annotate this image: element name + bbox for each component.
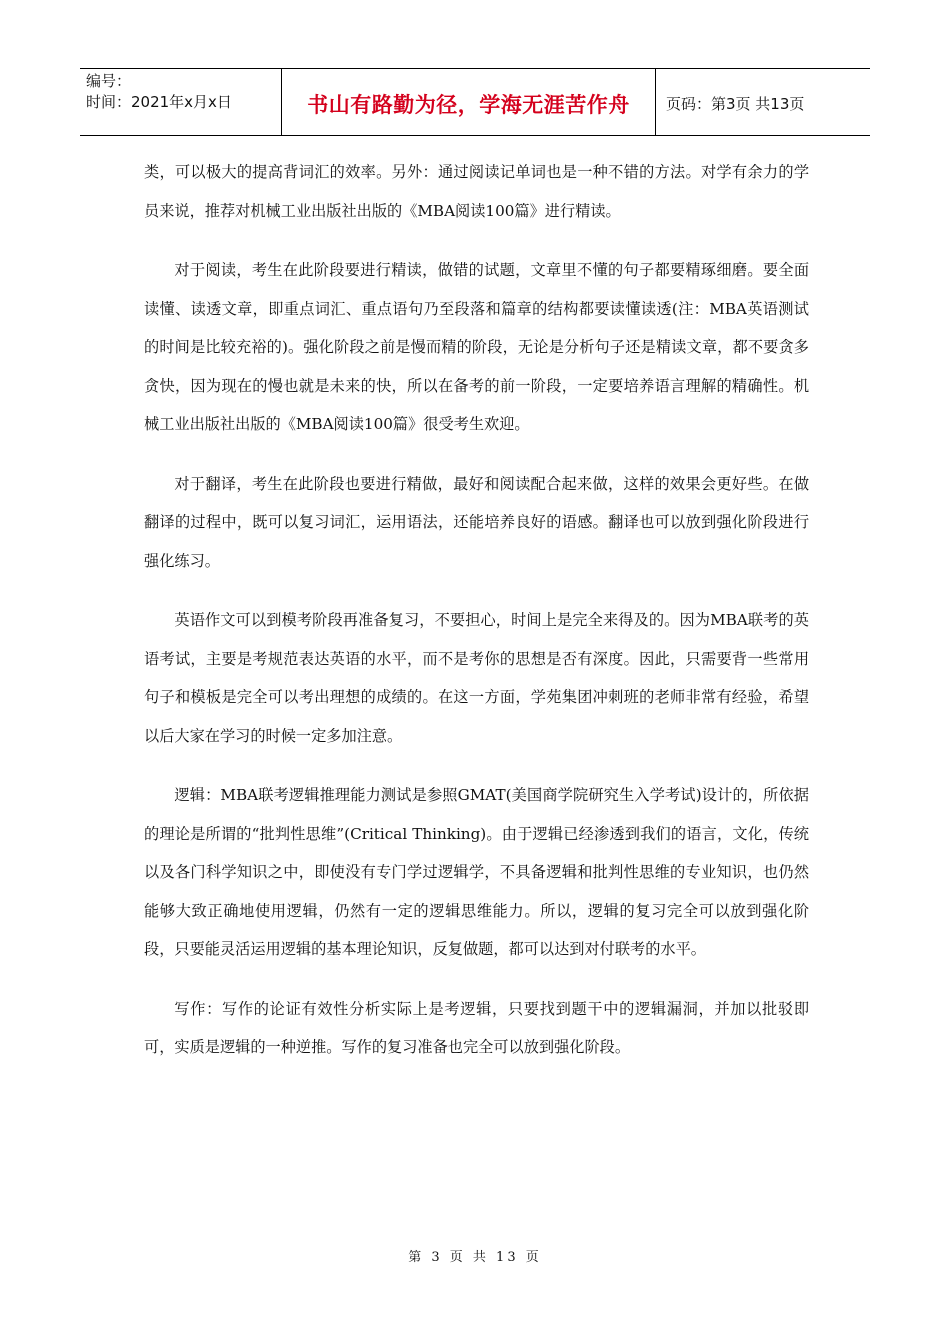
document-body bbox=[144, 153, 809, 1088]
header-motto-cell bbox=[282, 69, 656, 135]
header-page-cell bbox=[656, 69, 870, 135]
paragraph-writing: 写作：写作的论证有效性分析实际上是考逻辑，只要找到题干中的逻辑漏洞，并加以批驳即可，实质是逻辑的一种逆推。写作的复习准备也完全可以放到强化阶段。 bbox=[144, 999, 809, 1056]
page-footer: 第 3 页 共 13 页 bbox=[408, 1250, 542, 1265]
paragraph-vocabulary-continued: 类，可以极大的提高背词汇的效率。另外：通过阅读记单词也是一种不错的方法。对学有余力的学员来说，推荐对机械工业出版社出版的《MBA阅读100篇》进行精读。 bbox=[144, 163, 809, 220]
document-date: 时间：2021年x月x日 bbox=[86, 93, 232, 111]
page-header bbox=[80, 68, 870, 136]
paragraph-translation: 对于翻译，考生在此阶段也要进行精做，最好和阅读配合起来做，这样的效果会更好些。在做翻译的过程中，既可以复习词汇，运用语法，还能培养良好的语感。翻译也可以放到强化阶段进行强化练习。 bbox=[144, 474, 809, 570]
header-meta bbox=[80, 69, 282, 135]
header-page-number: 页码：第3页 共13页 bbox=[666, 94, 805, 113]
paragraph-logic: 逻辑：MBA联考逻辑推理能力测试是参照GMAT(美国商学院研究生入学考试)设计的，所依据的理论是所谓的“批判性思维”(Critical Thinking)。由于逻辑已经渗透到我们的语言，文化，传统以及各门科学知识之中，即使没有专门学过逻辑学，不具备逻辑和批判性思维的专业知识，也仍然能够大致正确地使用逻辑，仍然有一定的逻辑思维能力。所以，逻辑的复习完全可以放到强化阶段，只要能灵活运用逻辑的基本理论知识，反复做题，都可以达到对付联考的水平。 bbox=[144, 786, 809, 958]
paragraph-reading: 对于阅读，考生在此阶段要进行精读，做错的试题，文章里不懂的句子都要精琢细磨。要全面读懂、读透文章，即重点词汇、重点语句乃至段落和篇章的结构都要读懂读透(注：MBA英语测试的时间是比较充裕的)。强化阶段之前是慢而精的阶段，无论是分析句子还是精读文章，都不要贪多贪快，因为现在的慢也就是未来的快，所以在备考的前一阶段，一定要培养语言理解的精确性。机械工业出版社出版的《MBA阅读100篇》很受考生欢迎。 bbox=[144, 261, 809, 433]
header-motto: 书山有路勤为径，学海无涯苦作舟 bbox=[307, 93, 630, 117]
document-number-label: 编号： bbox=[86, 72, 132, 90]
paragraph-composition: 英语作文可以到模考阶段再准备复习，不要担心，时间上是完全来得及的。因为MBA联考的英语考试，主要是考规范表达英语的水平，而不是考你的思想是否有深度。因此，只需要背一些常用句子和模板是完全可以考出理想的成绩的。在这一方面，学苑集团冲刺班的老师非常有经验，希望以后大家在学习的时候一定多加注意。 bbox=[144, 611, 809, 745]
